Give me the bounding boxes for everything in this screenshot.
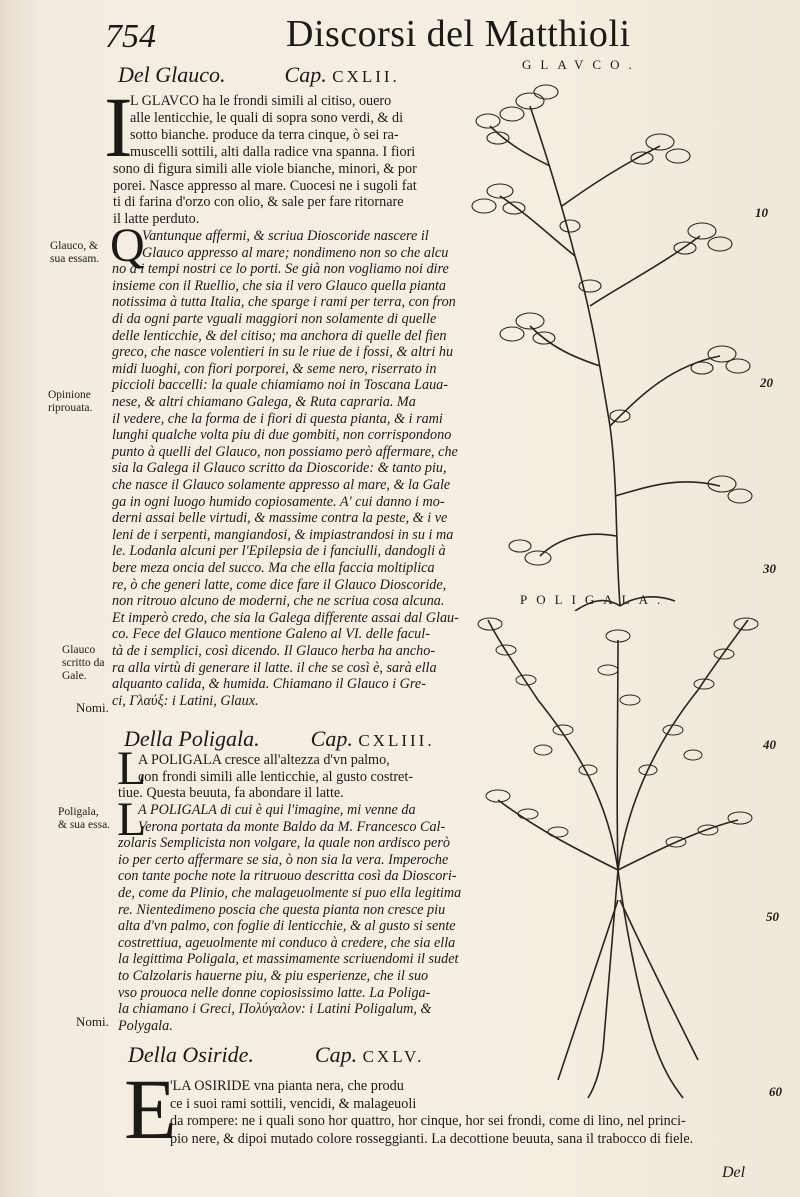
- chapter-142-commentary-line: re, ò che generi latte, come dice fare il Glauco Dioscoride,: [112, 576, 447, 593]
- chapter-143-commentary-line: de, come da Plinio, che malageuolmente si puo ella legitima: [118, 885, 462, 901]
- chapter-145-roman: CXLV.: [362, 1047, 425, 1066]
- chapter-142-intro-line: L GLAVCO ha le frondi simili al citiso, ouero: [130, 93, 392, 109]
- chapter-142-commentary-line: no à i tempi nostri ce lo porti. Se già non vogliamo noi dire: [112, 261, 449, 278]
- chapter-143-intro-line: tiue. Questa beuuta, fa abondare il latte.: [118, 785, 344, 801]
- chapter-145-line: da rompere: ne i quali sono hor quattro, hor cinque, hor sei frondi, come di lino, nel princi-: [170, 1113, 686, 1129]
- chapter-143-dropcap: L: [117, 742, 147, 795]
- chapter-142-commentary-line: Et imperò credo, che sia la Galega differente assai dal Glau-: [112, 609, 459, 626]
- line-number-60: 60: [769, 1084, 782, 1099]
- margin-note-glauco-galeno: Glauco scritto da Gale.: [62, 644, 105, 682]
- chapter-145-dropcap: E: [124, 1061, 177, 1157]
- line-number-20: 20: [760, 375, 773, 390]
- chapter-145-line: ce i suoi rami sottili, vencidi, & malageuoli: [170, 1095, 417, 1112]
- chapter-142-intro-line: sono di figura simili alle viole bianche, minori, & por: [113, 160, 417, 177]
- line-number-40: 40: [763, 737, 776, 752]
- page-number: 754: [105, 18, 156, 55]
- chapter-142-commentary-line: midi luoghi, con fiori porporei, & seme nero, riserrato in: [112, 360, 437, 377]
- chapter-142-commentary-line: leni de i serpenti, mangiandosi, & impiastrandosi in su i ma: [112, 526, 454, 543]
- chapter-142-intro-line: alle lenticchie, le quali di sopra sono verdi, & di: [130, 109, 404, 126]
- margin-note-opinione: Opinione riprouata.: [48, 389, 93, 414]
- line-number-10: 10: [755, 205, 768, 220]
- chapter-143-commentary-line: la chiamano i Greci, Πολύγαλον: i Latini Poligalum, &: [118, 1001, 432, 1018]
- chapter-143-commentary-line: la legittima Poligala, et massimamente scriuendomi il sudet: [118, 951, 459, 968]
- line-number-30: 30: [763, 561, 776, 576]
- chapter-142-commentary-line: che nasce il Glauco solamente appresso al mare, & la Gale: [112, 477, 451, 493]
- chapter-143-commentary-line: io per certo affermare se sia, ò non sia la vera. Imperoche: [118, 851, 449, 868]
- chapter-143-roman: CXLIII.: [358, 731, 435, 750]
- poligala-plant-illustration: [468, 600, 768, 1100]
- chapter-142-commentary-line: nese, & altri chiamano Galega, & Ruta capraria. Ma: [112, 394, 416, 410]
- chapter-142-roman: CXLII.: [332, 67, 400, 86]
- chapter-142-commentary-line: ci, Γλαύξ: i Latini, Glaux.: [112, 692, 259, 709]
- chapter-145-line: pio nere, & dipoi mutado colore rosseggianti. La decottione beuuta, sana il trabocco di fiele.: [170, 1130, 694, 1147]
- chapter-142-intro-line: sotto bianche. produce da terra cinque, ò sei ra-: [130, 126, 399, 143]
- chapter-142-commentary-line: ra alla virtù di generare il latte. il che se così è, sarà ella: [112, 659, 437, 676]
- chapter-142-intro-line: porei. Nasce appresso al mare. Cuocesi ne i sugoli fat: [113, 177, 417, 194]
- glauco-plant-illustration: [470, 66, 760, 611]
- chapter-145-title: Della Osiride.: [128, 1042, 254, 1067]
- chapter-142-commentary-line: insieme con il Ruellio, che sia il vero Glauco quella pianta: [112, 277, 446, 294]
- chapter-142-heading: [118, 62, 400, 88]
- chapter-143-commentary-line: alta d'vn palmo, con foglie di lenticchie, & al gusto si sente: [118, 918, 456, 935]
- chapter-143-heading: [124, 726, 435, 752]
- poligala-figure-label: POLIGALA.: [520, 592, 670, 607]
- chapter-142-commentary-line: tà de i semplici, così dicendo. Il Glauco herba ha ancho-: [112, 643, 436, 659]
- chapter-143-intro-line: A POLIGALA cresce all'altezza d'vn palmo,: [138, 752, 390, 768]
- chapter-145-line: 'LA OSIRIDE vna pianta nera, che produ: [170, 1078, 404, 1094]
- chapter-142-commentary-line: le. Lodanla alcuni per l'Epilepsia de i fanciulli, dandogli à: [112, 543, 446, 560]
- chapter-143-commentary-line: costrettiua, ageuolmente mi conduco à credere, che sia ella: [118, 934, 456, 951]
- chapter-143-commentary-line: A POLIGALA di cui è qui l'imagine, mi venne da: [138, 802, 416, 818]
- chapter-142-cap: Cap.: [284, 62, 327, 87]
- chapter-143-commentary-line: vso prouoca nelle donne copiosissimo latte. La Poliga-: [118, 984, 431, 1001]
- chapter-142-commentary-line: sia la Galega il Glauco scritto da Dioscoride: & tanto piu,: [112, 460, 447, 477]
- chapter-143-commentary-line: re. Nientedimeno poscia che questa pianta non cresce piu: [118, 901, 446, 918]
- chapter-143-title: Della Poligala.: [124, 726, 260, 751]
- margin-note-glauco: Glauco, & sua essam.: [50, 240, 100, 265]
- chapter-142-commentary-line: derni assai belle virtudi, & massime contra la peste, & i ve: [112, 510, 448, 527]
- running-title: Discorsi del Matthioli: [286, 13, 631, 55]
- chapter-142-commentary-line: punto à quelli del Glauco, non possiamo però affermare, che: [112, 443, 458, 460]
- chapter-142-commentary-line: notissima à tutta Italia, che sparge i rami per terra, con fron: [112, 294, 456, 311]
- chapter-142-commentary-line: delle lenticchie, & del citiso; ma anchora di quelle del fien: [112, 327, 447, 344]
- chapter-143-commentary-line: Verona portata da monte Baldo da M. Francesco Cal-: [138, 818, 446, 835]
- glauco-figure-label: GLAVCO.: [522, 57, 641, 72]
- chapter-143-comment-dropcap: L: [117, 793, 147, 846]
- chapter-142-commentary-line: non ritrouo alcuno de moderni, che ne scriua cosa alcuna.: [112, 593, 445, 610]
- chapter-145-cap: Cap.: [314, 1042, 358, 1067]
- chapter-142-intro-line: muscelli sottili, alti dalla radice vna spanna. I fiori: [130, 143, 416, 160]
- chapter-143-intro-line: con frondi simili alle lenticchie, al gusto costret-: [138, 768, 414, 785]
- chapter-142-commentary-line: lunghi qualche volta piu di due gombiti, non corrispondono: [112, 427, 452, 444]
- chapter-142-commentary-line: bere meza oncia del succo. Ma che ella faccia moltiplica: [112, 560, 435, 576]
- line-number-50: 50: [766, 909, 779, 924]
- chapter-142-commentary-line: piccioli baccelli: la quale chiamiamo noi in Toscana Laua-: [112, 377, 448, 394]
- chapter-142-commentary-line: Glauco appresso al mare; nondimeno non so che alcu: [142, 244, 449, 261]
- chapter-142-dropcap: I: [104, 79, 133, 175]
- chapter-142-commentary-line: il vedere, che la forma de i fiori di questa pianta, & i rami: [112, 410, 443, 427]
- chapter-142-title: Del Glauco.: [118, 62, 226, 87]
- margin-note-nomi-1: Nomi.: [76, 700, 109, 715]
- catchword: Del: [722, 1164, 746, 1181]
- margin-note-nomi-2: Nomi.: [76, 1014, 109, 1029]
- chapter-142-commentary-line: greco, che nasce volentieri in su le riue de i fossi, & altri hu: [112, 344, 454, 361]
- chapter-142-commentary-line: ga in ogni luogo humido copiosamente. A' cui danno i mo-: [112, 493, 445, 510]
- chapter-142-commentary-line: di da ogni parte vguali maggiori non solamente di quelle: [112, 311, 437, 327]
- chapter-142-commentary-line: Vantunque affermi, & scriua Dioscoride nascere il: [142, 228, 429, 244]
- chapter-143-commentary-line: Polygala.: [118, 1017, 173, 1034]
- chapter-143-commentary-line: zolaris Semplicista non volgare, la quale non ardisco però: [118, 835, 450, 852]
- chapter-143-commentary-line: to Calzolaris hauerne piu, & piu esperienze, che il suo: [118, 968, 429, 984]
- chapter-142-commentary-line: co. Fece del Glauco mentione Galeno al VI. delle facul-: [112, 626, 430, 643]
- chapter-143-commentary-line: con tante poche note la ritruouo descritta così da Dioscori-: [118, 868, 457, 885]
- chapter-142-intro-line: il latte perduto.: [113, 211, 200, 228]
- chapter-142-comment-dropcap: Q: [110, 219, 145, 272]
- chapter-143-cap: Cap.: [310, 726, 353, 751]
- chapter-142-commentary-line: alquanto calida, & humida. Chiamano il Glauco i Gre-: [112, 676, 426, 693]
- chapter-142-intro-line: ti di farina d'orzo con olio, & sale per fare ritornare: [113, 194, 404, 211]
- margin-note-poligala: Poligala, & sua essa.: [58, 806, 111, 831]
